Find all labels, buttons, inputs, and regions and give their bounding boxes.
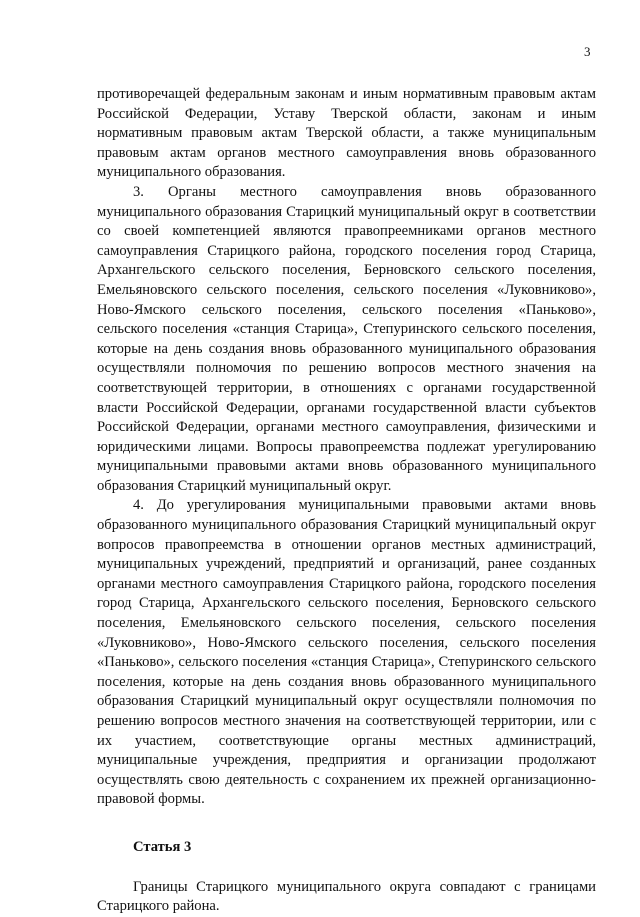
article-3-heading: Статья 3 bbox=[133, 838, 192, 855]
article-3-text: Границы Старицкого муниципального округа совпадают с границами Старицкого района. bbox=[97, 878, 596, 915]
paragraph-item-3: 3. Органы местного самоуправления вновь образованного муниципального образования Старицкий муниципальный округ в соответствии со своей компетенцией являются правопреемниками органов местного самоуправления Старицкого района, городского поселения город Старица, Архангельского сельского поселения, Берновского сельского поселения, Емельяновского сельского поселения, сельского поселения «Луковниково», Ново-Ямского сельского поселения, сельского поселения «Паньково», сельского поселения «станция Старица», Степуринского сельского поселения, которые на день создания вновь образованного муниципального образования осуществляли полномочия по решению вопросов местного значения на соответствующей территории, в отношениях с органами государственной власти Российской Федерации, органами государственной власти субъектов Российской Федерации, органами местного самоуправления, физическими и юридическими лицами. Вопросы правопреемства подлежат урегулированию муниципальными правовыми актами вновь образованного муниципального образования Старицкий муниципальный округ. bbox=[97, 183, 596, 494]
paragraph-item-4: 4. До урегулирования муниципальными правовыми актами вновь образованного муниципального образования Старицкий муниципальный округ вопросов правопреемства в отношении органов местных администраций, муниципальных учреждений, предприятий и организаций, ранее созданных органами местного самоуправления Старицкого района, городского поселения город Старица, Архангельского сельского поселения, Берновского сельского поселения, Емельяновского сельского поселения, сельского поселения «Луковниково», Ново-Ямского сельского поселения, сельского поселения «Паньково», сельского поселения «станция Старица», Степуринского сельского поселения, которые на день создания вновь образованного муниципального образования Старицкий муниципальный округ осуществляли полномочия по решению вопросов местного значения на соответствующей территории, или с их участием, соответствующие органы местных администраций, муниципальные учреждения, предприятия и организации продолжают осуществлять свою деятельность с сохранением их прежней организационно-правовой формы. bbox=[97, 497, 596, 808]
paragraph-continuation: противоречащей федеральным законам и иным нормативным правовым актам Российской Федерации, Уставу Тверской области, законам и иным нормативным правовым актам Тверской области, а также муниципальным правовым актам органов местного самоуправления вновь образованного муниципального образования. bbox=[97, 86, 596, 181]
document-body bbox=[97, 85, 596, 917]
page-number: 3 bbox=[584, 44, 591, 59]
